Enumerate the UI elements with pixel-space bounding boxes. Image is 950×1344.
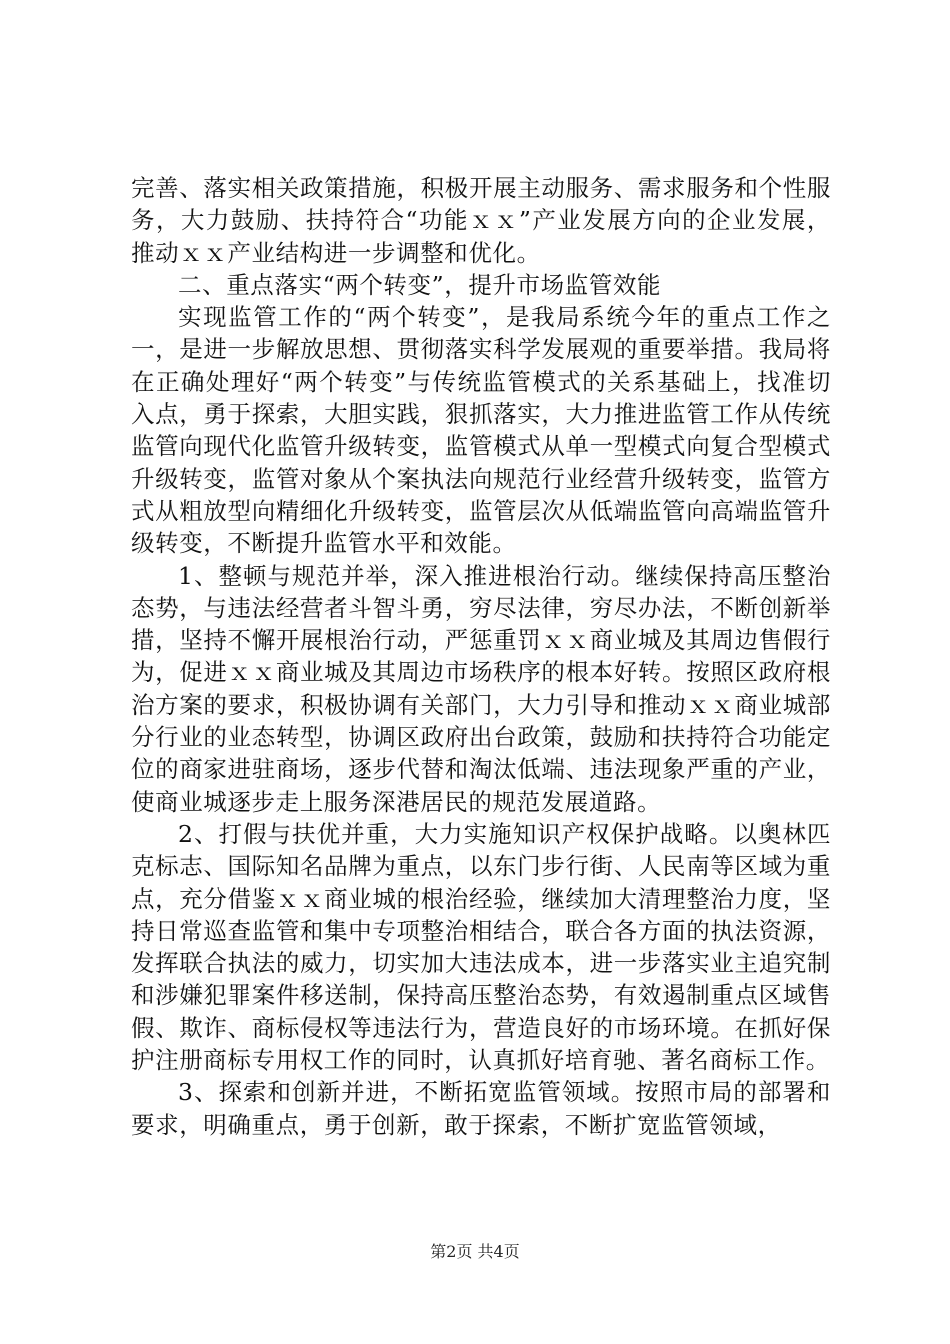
paragraph-item-3: 3、探索和创新并进，不断拓宽监管领域。按照市局的部署和要求，明确重点，勇于创新，敢于探索，不断扩宽监管领域，: [131, 1078, 831, 1139]
paragraph-item-1: 1、整顿与规范并举，深入推进根治行动。继续保持高压整治态势，与违法经营者斗智斗勇，穷尽法律，穷尽办法，不断创新举措，坚持不懈开展根治行动，严惩重罚ｘｘ商业城及其周边售假行为，促进ｘｘ商业城及其周边市场秩序的根本好转。按照区政府根治方案的要求，积极协调有关部门，大力引导和推动ｘｘ商业城部分行业的业态转型，协调区政府出台政策，鼓励和扶持符合功能定位的商家进驻商场，逐步代替和淘汰低端、违法现象严重的产业，使商业城逐步走上服务深港居民的规范发展道路。: [131, 561, 831, 816]
section-heading: 二、重点落实“两个转变”，提升市场监管效能: [178, 270, 662, 299]
paragraph-item-2: 2、打假与扶优并重，大力实施知识产权保护战略。以奥林匹克标志、国际知名品牌为重点，以东门步行街、人民南等区域为重点，充分借鉴ｘｘ商业城的根治经验，继续加大清理整治力度，坚持日常巡查监管和集中专项整治相结合，联合各方面的执法资源，发挥联合执法的威力，切实加大违法成本，进一步落实业主追究制和涉嫌犯罪案件移送制，保持高压整治态势，有效遏制重点区域售假、欺诈、商标侵权等违法行为，营造良好的市场环境。在抓好保护注册商标专用权工作的同时，认真抓好培育驰、著名商标工作。: [131, 819, 831, 1075]
document-body: [131, 172, 831, 1141]
paragraph-continued: 完善、落实相关政策措施，积极开展主动服务、需求服务和个性服务，大力鼓励、扶持符合“功能ｘｘ”产业发展方向的企业发展，推动ｘｘ产业结构进一步调整和优化。: [131, 174, 831, 267]
page-footer: 第2页 共4页: [430, 1242, 520, 1261]
paragraph-intro: 实现监管工作的“两个转变”，是我局系统今年的重点工作之一，是进一步解放思想、贯彻落实科学发展观的重要举措。我局将在正确处理好“两个转变”与传统监管模式的关系基础上，找准切入点，勇于探索，大胆实践，狠抓落实，大力推进监管工作从传统监管向现代化监管升级转变，监管模式从单一型模式向复合型模式升级转变，监管对象从个案执法向规范行业经营升级转变，监管方式从粗放型向精细化升级转变，监管层次从低端监管向高端监管升级转变，不断提升监管水平和效能。: [131, 303, 831, 558]
